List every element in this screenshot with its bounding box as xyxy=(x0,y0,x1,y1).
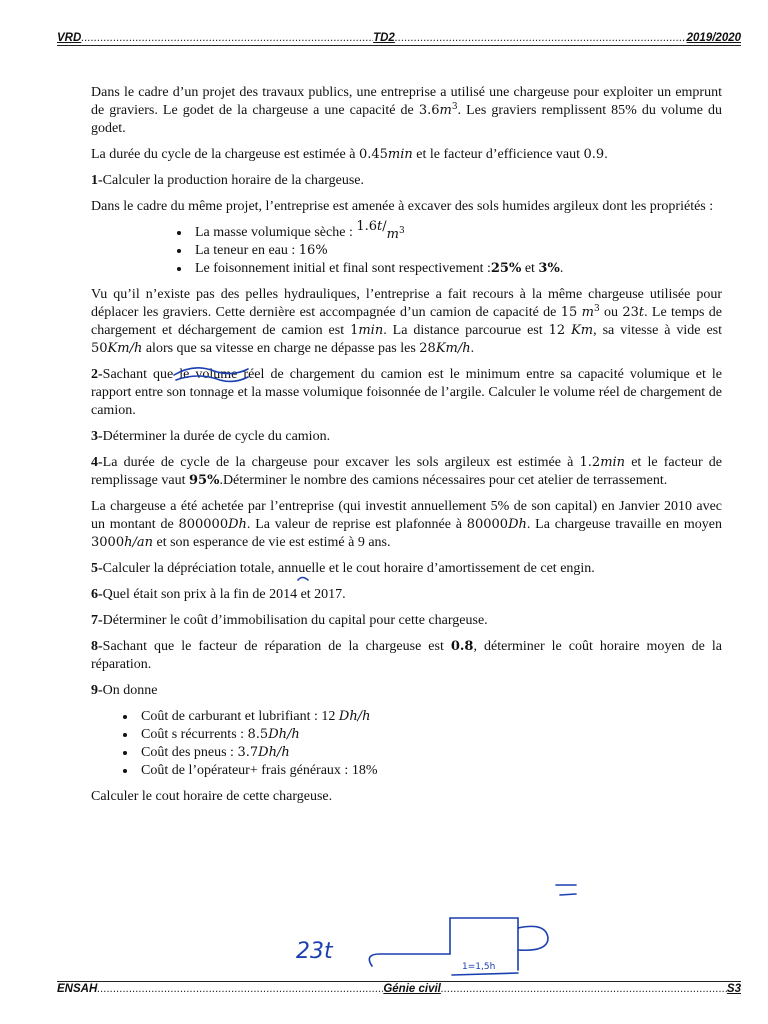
question-5: 5-Calculer la dépréciation totale, annuelle et le cout horaire d’amortissement de cet engin. xyxy=(91,561,595,576)
ink-box-label: 1=1,5h xyxy=(462,962,496,972)
header-title: TD2 xyxy=(373,32,395,44)
footer-school: ENSAH xyxy=(57,983,98,995)
document-body xyxy=(91,84,722,814)
page-footer xyxy=(57,981,741,999)
ink-box-bottom xyxy=(452,973,518,975)
page-header xyxy=(57,28,741,46)
footer-semester: S3 xyxy=(726,983,741,995)
paragraph-soil: Dans le cadre du même projet, l’entreprise est amenée à excaver des sols humides argileux dont les propriétés : xyxy=(91,199,714,214)
list-item: • Coût s récurrents : 8.5Dh/h xyxy=(137,726,722,744)
question-9: 9-On donne xyxy=(91,683,158,698)
header-course: VRD xyxy=(57,32,82,44)
footer-dots-left xyxy=(97,983,383,995)
list-item: • Coût de l’opérateur+ frais généraux : 18% xyxy=(137,762,722,780)
question-8: 8-Sachant que le facteur de réparation de la chargeuse est 0.8, déterminer le coût horaire moyen de la réparation. xyxy=(91,639,722,672)
paragraph-truck: Vu qu’il n’existe pas des pelles hydrauliques, l’entreprise a fait recours à la même chargeuse utilisée pour déplacer les graviers. Cette dernière est accompagnée d’un camion de capacité de 15 $m^3$ ou 23t. Le temps de chargement et déchargement de camion est 1min. La distance parcourue est 12 Km, sa vitesse à vide est 50Km/h alors que sa vitesse en charge ne dépasse pas les 28Km/h. xyxy=(91,287,723,356)
question-2: 2-Sachant que le volume réel de chargement du camion est le minimum entre sa capacité volumique et le rapport entre son tonnage et la masse volumique foisonnée de l’argile. Calculer le volume réel de chargement de camion. xyxy=(91,367,722,418)
ink-dash-2 xyxy=(560,894,576,895)
paragraph-cycle: La durée du cycle de la chargeuse est estimée à 0.45min et le facteur d’efficience vaut 0.9. xyxy=(91,147,608,162)
costs-list xyxy=(91,708,722,780)
question-4: 4-La durée de cycle de la chargeuse pour excaver les sols argileux est estimée à 1.2min et le facteur de remplissage vaut 95%.Déterminer le nombre des camions nécessaires pour cet atelier de terrassement. xyxy=(91,455,722,488)
list-item: • Coût des pneus : 3.7Dh/h xyxy=(137,744,722,762)
ink-arrow-line xyxy=(369,954,450,966)
footer-dots-right xyxy=(441,983,727,995)
paragraph-purchase: La chargeuse a été achetée par l’entreprise (qui investit annuellement 5% de son capital) en Janvier 2010 avec un montant de 800000Dh. La valeur de reprise est plafonnée à 80000Dh. La chargeuse travaille en moyen 3000h/an et son esperance de vie est estimé à 9 ans. xyxy=(91,499,722,550)
header-dots-left xyxy=(81,32,373,44)
header-dots-right xyxy=(395,32,687,44)
header-year: 2019/2020 xyxy=(686,32,741,44)
paragraph-intro: Dans le cadre d’un projet des travaux publics, une entreprise a utilisé une chargeuse pour exploiter un emprunt de graviers. Le godet de la chargeuse a une capacité de $3.6m^3$. Les graviers remplissent 85% du volume du godet. xyxy=(91,85,722,136)
question-7: 7-Déterminer le coût d’immobilisation du capital pour cette chargeuse. xyxy=(91,613,488,628)
list-item: • La teneur en eau : 16% xyxy=(191,242,722,260)
ink-curve xyxy=(518,926,548,950)
question-1: 1-Calculer la production horaire de la chargeuse. xyxy=(91,173,365,188)
footer-department: Génie civil xyxy=(383,983,441,995)
final-question: Calculer le cout horaire de cette chargeuse. xyxy=(91,789,333,804)
list-item: • Le foisonnement initial et final sont respectivement :25% et 3%. xyxy=(191,260,722,278)
list-item: • La masse volumique sèche : $1.6t/m^3$ xyxy=(191,224,722,242)
soil-properties-list xyxy=(91,219,722,278)
ink-scribble-text: 23t xyxy=(296,939,333,964)
list-item: • Coût de carburant et lubrifiant : 12 Dh/h xyxy=(137,708,722,726)
question-3: 3-Déterminer la durée de cycle du camion. xyxy=(91,429,331,444)
question-6: 6-Quel était son prix à la fin de 2014 et 2017. xyxy=(91,587,346,602)
